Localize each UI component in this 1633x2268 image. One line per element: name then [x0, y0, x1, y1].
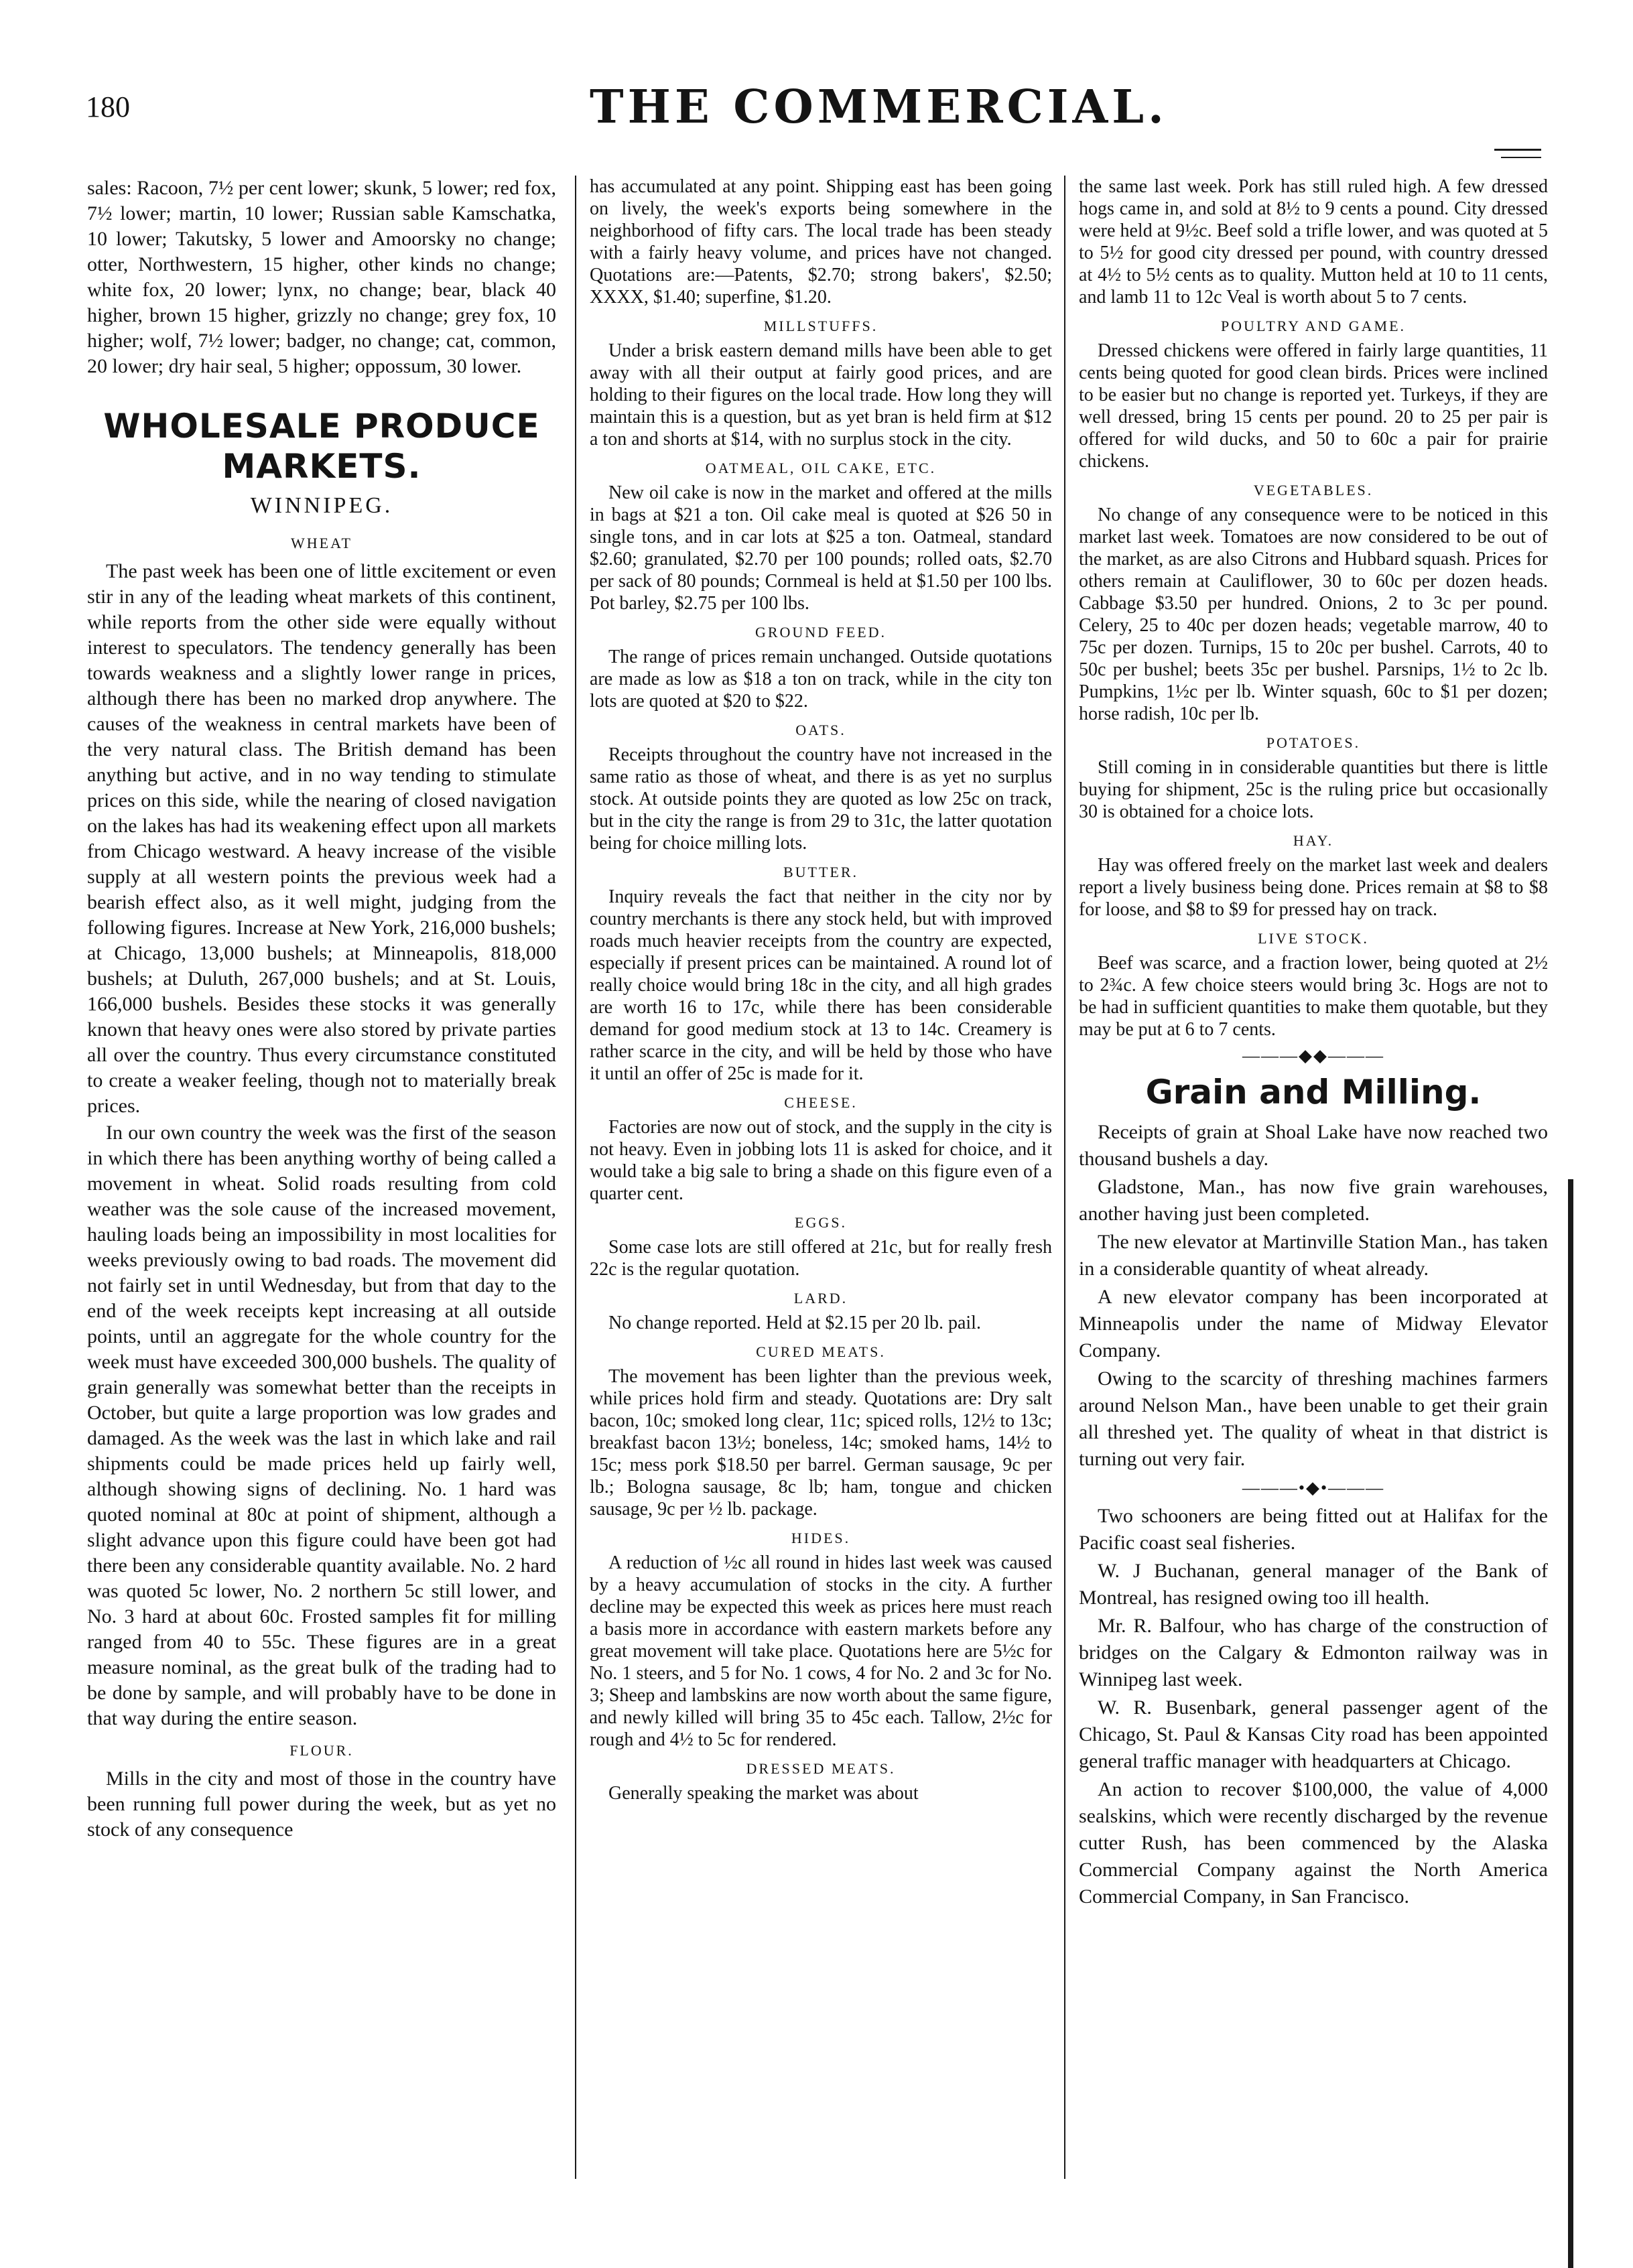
wheat-heading: WHEAT — [291, 535, 352, 551]
eggs-heading: EGGS. — [795, 1214, 847, 1231]
hides-heading: HIDES. — [791, 1530, 851, 1546]
potatoes-paragraph: Still coming in in considerable quantities but there is little buying for shipment, 25c is the ruling price but occasionally 30 is obtained for a choice lots. — [1079, 757, 1548, 822]
news-item-4: W. R. Busenbark, general passenger agent of the Chicago, St. Paul & Kansas City road has been appointed general traffic manager with headquarters at Chicago. — [1079, 1696, 1548, 1772]
wheat-paragraph-2: In our own country the week was the first of the season in which there has been anything worthy of being called a movement in wheat. Solid roads resulting from cold weather was the sole cause of the increased movement, hauling loads being an impossibility in most localities for weeks previously owing to bad roads. The movement did not fairly set in until Wednesday, but from that day to the end of the week receipts kept increasing at all outside points, until an aggregate for the whole country for the week must have exceeded 300,000 bushels. The quality of grain generally was somewhat better than the receipts in October, but quite a large proportion was low grades and damaged. As the week was the last in which lake and rail shipments could be made prices held up fairly well, although showing signs of declining. No. 1 hard was quoted nominal at 80c at point of shipment, although a slight advance upon this figure could have been got had there been any considerable quantity available. No. 2 hard was quoted 5c lower, No. 2 northern 5c still lower, and No. 3 hard at about 60c. Frosted samples fit for milling ranged from 40 to 55c. These figures are in a great measure nominal, as the great bulk of the trading had to be done by sample, and will probably have to be done in that way during the entire season. — [87, 1122, 556, 1729]
live-stock-paragraph: Beef was scarce, and a fraction lower, being quoted at 2½ to 2¾c. A few choice steers would bring 3c. Hogs are not to be had in sufficient quantities to make them quotable, but they may be put at 6 to 7 cents. — [1079, 953, 1548, 1040]
cured-meats-paragraph: The movement has been lighter than the previous week, while prices hold firm and steady. Quotations are: Dry salt bacon, 10c; smoked long clear, 11c; spiced rolls, 12½ to 13c; breakfast bacon 13½; boneless, 14c; smoked hams, 14½ to 15c; mess pork $18.50 per barrel. German sausage, 9c per lb.; Bologna sausage, 8c lb; ham, tongue and chicken sausage, 9c per ½ lb. package. — [590, 1366, 1052, 1520]
eggs-paragraph: Some case lots are still offered at 21c, but for really fresh 22c is the regular quotation. — [590, 1237, 1052, 1280]
column-divider-1 — [575, 176, 576, 2179]
news-item-5: An action to recover $100,000, the value of 4,000 sealskins, which were recently discharged by the revenue cutter Rush, has been commenced by the Alaska Commercial Company against the North America Commercial Company, in San Francisco. — [1079, 1778, 1548, 1908]
millstuffs-heading: MILLSTUFFS. — [763, 318, 878, 334]
vegetables-heading: VEGETABLES. — [1253, 482, 1374, 498]
grain-item-4: A new elevator company has been incorporated at Minneapolis under the name of Midway Elevator Company. — [1079, 1286, 1548, 1361]
ornament-divider-icon: ———◆◆——— — [1242, 1046, 1384, 1065]
grain-item-2: Gladstone, Man., has now five grain warehouses, another having just been completed. — [1079, 1176, 1548, 1225]
city-heading: WINNIPEG. — [250, 493, 393, 518]
oats-paragraph: Receipts throughout the country have not increased in the same ratio as those of wheat, and there is as yet no surplus stock. At outside points they are quoted as low 25c on track, but in the city the range is from 29 to 31c, the latter quotation being for choice milling lots. — [590, 744, 1052, 854]
flour-heading: FLOUR. — [289, 1742, 354, 1759]
lard-paragraph: No change reported. Held at $2.15 per 20 lb. pail. — [608, 1313, 981, 1333]
poultry-heading: POULTRY AND GAME. — [1220, 318, 1407, 334]
butter-paragraph: Inquiry reveals the fact that neither in the city nor by country merchants is there any stock held, but with improved roads much heavier receipts from the country are expected, especially if present prices can be maintained. A round lot of really choice would bring 18c in the city, and all high grades are worth 16 to 17c, while there has been considerable demand for good medium stock at 13 to 14c. Creamery is rather scarce in the city, and will be held by those who have it until an offer of 25c is made for it. — [590, 886, 1052, 1084]
dressed-meats-paragraph: Generally speaking the market was about — [608, 1783, 919, 1804]
column-1 — [87, 176, 556, 1844]
news-item-3: Mr. R. Balfour, who has charge of the construction of bridges on the Calgary & Edmonton railway was in Winnipeg last week. — [1079, 1615, 1548, 1690]
hides-paragraph: A reduction of ½c all round in hides last week was caused by a heavy accumulation of stocks in the city. A further decline may be expected this week as prices here must reach a basis more in accordance with eastern markets before any great movement will take place. Quotations here are 5½c for No. 1 steers, and 5 for No. 1 cows, 4 for No. 2 and 3c for No. 3; Sheep and lambskins are now worth about the same figure, and newly killed will bring 35 to 45c each. Tallow, 2½c for rough and 4½ to 5c for rendered. — [590, 1552, 1052, 1750]
dressed-meats-continued: the same last week. Pork has still ruled high. A few dressed hogs came in, and sold at 8½ to 9 cents a pound. City dressed were held at 9½c. Beef sold a trifle lower, and was quoted at 5 to 5½ for good city dressed per pound, with country dressed at 4½ to 5½ cents as to quality. Mutton held at 10 to 11 cents, and lamb 11 to 12c Veal is worth about 5 to 7 cents. — [1079, 176, 1548, 308]
page-edge-shadow — [1568, 1179, 1573, 2268]
column-divider-2 — [1064, 176, 1065, 2179]
vegetables-paragraph: No change of any consequence were to be noticed in this market last week. Tomatoes are now considered to be out of the market, as are also Citrons and Hubbard squash. Prices for others remain at Cauliflower, 30 to 60c per dozen heads. Cabbage $3.50 per hundred. Onions, 2 to 3c per pound. Celery, 25 to 40c per dozen heads; vegetable marrow, 40 to 75c per dozen. Turnips, 15 to 20c per bushel. Carrots, 40 to 50c per bushel; beets 35c per bushel. Parsnips, 1½ to 2c lb. Pumpkins, 1½c per lb. Winter squash, 60c to $1 per dozen; horse radish, 10c per lb. — [1079, 505, 1548, 724]
wheat-paragraph-1: The past week has been one of little excitement or even stir in any of the leading wheat markets of this continent, while reports from the other side were equally without interest to speculators. The tendency generally has been towards weakness and a slightly lower range in prices, although there has been no marked drop anywhere. The causes of the weakness in central markets have been of the very natural class. The British demand has been anything but active, and in no way tending to stimulate prices on this side, while the nearing of closed navigation on the lakes has had its weakening effect upon all markets from Chicago westward. A heavy increase of the visible supply at all western points the previous week had a bearish effect also, as it well might, judging from the following figures. Increase at New York, 216,000 bushels; at Chicago, 13,000 bushels; at Minneapolis, 818,000 bushels; at Duluth, 267,000 bushels; and at St. Louis, 166,000 bushels. Besides these stocks it was generally known that heavy ones were also stored by private parties all over the country. Thus every circumstance constituted to create a weaker feeling, though not to materially break prices. — [87, 560, 556, 1117]
grain-milling-title: Grain and Milling. — [1145, 1073, 1482, 1112]
small-divider-icon: ———•◆•——— — [1242, 1478, 1385, 1497]
grain-item-3: The new elevator at Martinville Station Man., has taken in a considerable quantity of wheat already. — [1079, 1231, 1548, 1280]
ground-feed-heading: GROUND FEED. — [755, 624, 887, 641]
live-stock-heading: LIVE STOCK. — [1258, 930, 1369, 947]
lard-heading: LARD. — [793, 1290, 848, 1307]
grain-item-1: Receipts of grain at Shoal Lake have now reached two thousand bushels a day. — [1079, 1121, 1548, 1170]
news-item-2: W. J Buchanan, general manager of the Bank of Montreal, has resigned owing too ill health. — [1079, 1560, 1548, 1609]
hay-heading: HAY. — [1293, 832, 1334, 849]
ground-feed-paragraph: The range of prices remain unchanged. Outside quotations are made as low as $18 a ton on track, while in the city ton lots are quoted at $20 to $22. — [590, 647, 1052, 712]
hay-paragraph: Hay was offered freely on the market last week and dealers report a lively business being done. Prices remain at $8 to $8 for loose, and $8 to $9 for pressed hay on track. — [1079, 855, 1548, 920]
oatmeal-heading: OATMEAL, OIL CAKE, ETC. — [705, 460, 937, 476]
butter-heading: BUTTER. — [783, 864, 859, 880]
poultry-paragraph: Dressed chickens were offered in fairly large quantities, 11 cents being quoted for good clean birds. Prices were inclined to be easier but no change is reported yet. Turkeys, if they are well dressed, bring 15 cents per pound. 20 to 25 per pair is offered for wild ducks, and 50 to 60c a pair for prairie chickens. — [1079, 340, 1548, 472]
cured-meats-heading: CURED MEATS. — [756, 1343, 886, 1360]
dressed-meats-heading: DRESSED MEATS. — [746, 1760, 896, 1777]
column-2 — [590, 176, 1052, 1806]
masthead-title: THE COMMERCIAL. — [590, 80, 1168, 134]
fur-sales-text: sales: Racoon, 7½ per cent lower; skunk, 5 lower; red fox, 7½ lower; martin, 10 lower; Russian sable Kamschatka, 10 lower; Takutsky, 5 lower and Amoorsky no change; otter, Northwestern, 15 higher, other kinds no change; white fox, 20 lower; lynx, no change; bear, black 40 higher, brown 15 higher, grizzly no change; grey fox, 10 higher; wolf, 7½ lower; badger, no change; cat, common, 20 lower; dry hair seal, 5 higher; oppossum, 30 lower. — [87, 177, 556, 377]
masthead-rule — [1494, 149, 1541, 151]
oatmeal-paragraph: New oil cake is now in the market and offered at the mills in bags at $21 a ton. Oil cake meal is quoted at $26 50 in single tons, and in car lots at $25 a ton. Oatmeal, standard $2.60; granulated, $2.70 per 100 pounds; rolled oats, $2.70 per sack of 80 pounds; Cornmeal is held at $1.50 per 100 lbs. Pot barley, $2.75 per 100 lbs. — [590, 482, 1052, 614]
flour-paragraph: Mills in the city and most of those in the country have been running full power during the week, but as yet no stock of any consequence — [87, 1767, 556, 1841]
cheese-heading: CHEESE. — [784, 1094, 858, 1111]
column-3 — [1079, 176, 1548, 1912]
masthead-rule-lower — [1501, 157, 1541, 158]
page-number: 180 — [86, 90, 130, 123]
news-item-1: Two schooners are being fitted out at Halifax for the Pacific coast seal fisheries. — [1079, 1505, 1548, 1554]
grain-item-5: Owing to the scarcity of threshing machines farmers around Nelson Man., have been unable to get their grain all threshed yet. The quality of wheat in that district is turning out very fair. — [1079, 1368, 1548, 1470]
oats-heading: OATS. — [795, 722, 846, 738]
potatoes-heading: POTATOES. — [1266, 734, 1361, 751]
section-title: WHOLESALE PRODUCE MARKETS. — [103, 407, 540, 486]
cheese-paragraph: Factories are now out of stock, and the supply in the city is not heavy. Even in jobbing lots 11 is asked for choice, and it would take a big sale to bring a shade on this figure even of a quarter cent. — [590, 1117, 1052, 1204]
millstuffs-paragraph: Under a brisk eastern demand mills have been able to get away with all their output at fairly good prices, and are holding to their figures on the local trade. How long they will maintain this is a question, but as yet bran is held firm at $12 a ton and shorts at $14, with no surplus stock in the city. — [590, 340, 1052, 450]
flour-continued: has accumulated at any point. Shipping east has been going on lively, the week's exports being somewhere in the neighborhood of fifty cars. The local trade has been steady with a fairly heavy volume, and prices have not changed. Quotations are:—Patents, $2.70; strong bakers', $2.50; XXXX, $1.40; superfine, $1.20. — [590, 176, 1052, 308]
